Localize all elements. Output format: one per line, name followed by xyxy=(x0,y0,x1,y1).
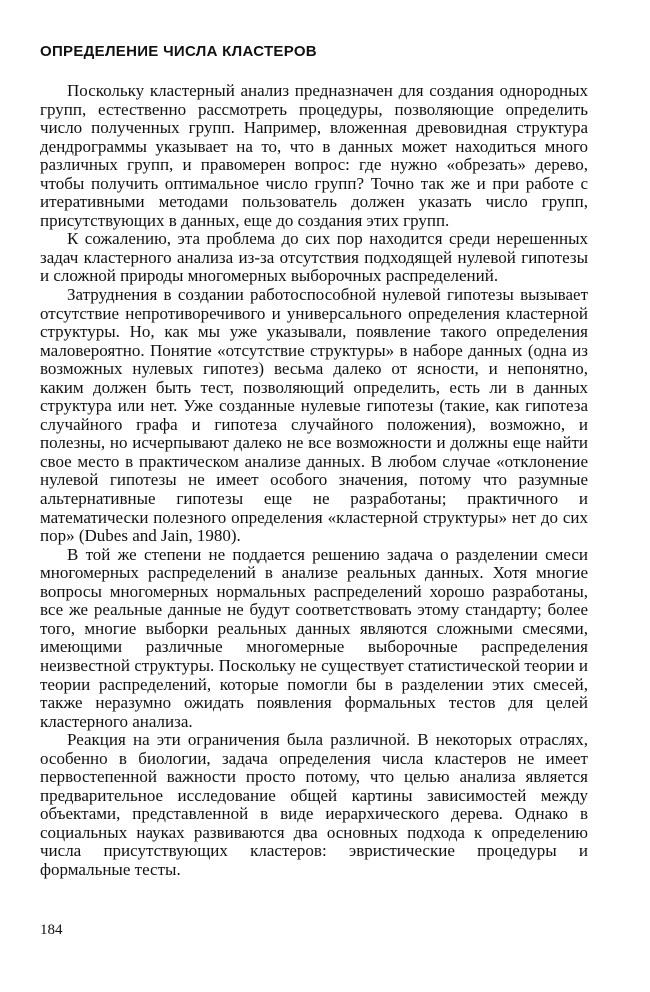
paragraph-2: К сожалению, эта проблема до сих пор находится среди нерешенных задач кластерного анализа из-за отсутствия подходящей нулевой гипотезы и сложной природы многомерных выборочных распределений. xyxy=(40,229,588,286)
page-number: 184 xyxy=(40,922,63,938)
paragraph-3: Затруднения в создании работоспособной нулевой гипотезы вызывает отсутствие непротиворечивого и универсального определения кластерной структуры. Но, как мы уже указывали, появление такого определения маловероятно. Понятие «отсутствие структуры» в наборе данных (одна из возможных нулевых гипотез) весьма далеко от ясности, и непонятно, каким должен быть тест, позволяющий определить, есть ли в данных структура или нет. Уже созданные нулевые гипотезы (такие, как гипотеза случайного графа и гипотеза случайного положения), возможно, и полезны, но исчерпывают далеко не все возможности и должны еще найти свое место в практическом анализе данных. В любом случае «отклонение нулевой гипотезы не имеет особого значения, потому что разумные альтернативные гипотезы еще не разработаны; практичного и математически полезного определения «кластерной структуры» нет до сих пор» (Dubes and Jain, 1980). xyxy=(40,285,588,546)
page-body xyxy=(40,28,588,880)
paragraph-1: Поскольку кластерный анализ предназначен для создания однородных групп, естественно рассмотреть процедуры, позволяющие определить число полученных групп. Например, вложенная древовидная структура дендрограммы указывает на то, что в данных может находиться много различных групп, и правомерен вопрос: где нужно «обрезать» дерево, чтобы получить оптимальное число групп? Точно так же и при работе с итеративными методами пользователь должен указать число групп, присутствующих в данных, еще до создания этих групп. xyxy=(40,81,588,230)
section-heading: ОПРЕДЕЛЕНИЕ ЧИСЛА КЛАСТЕРОВ xyxy=(40,43,317,60)
paragraph-4: В той же степени не поддается решению задача о разделении смеси многомерных распределений в анализе реальных данных. Хотя многие вопросы многомерных нормальных распределений хорошо разработаны, все же реальные данные не будут соответствовать этому стандарту; более того, многие выборки реальных данных являются сложными смесями, имеющими различные многомерные выборочные распределения неизвестной структуры. Поскольку не существует статистической теории и теории распределений, которые помогли бы в разделении этих смесей, также неразумно ожидать появления формальных тестов для целей кластерного анализа. xyxy=(40,544,588,731)
paragraph-5: Реакция на эти ограничения была различной. В некоторых отраслях, особенно в биологии, задача определения числа кластеров не имеет первостепенной важности просто потому, что целью анализа является предварительное исследование общей картины зависимостей между объектами, представленной в виде иерархического дерева. Однако в социальных науках развиваются два основных подхода к определению числа присутствующих кластеров: эвристические процедуры и формальные тесты. xyxy=(40,730,588,879)
